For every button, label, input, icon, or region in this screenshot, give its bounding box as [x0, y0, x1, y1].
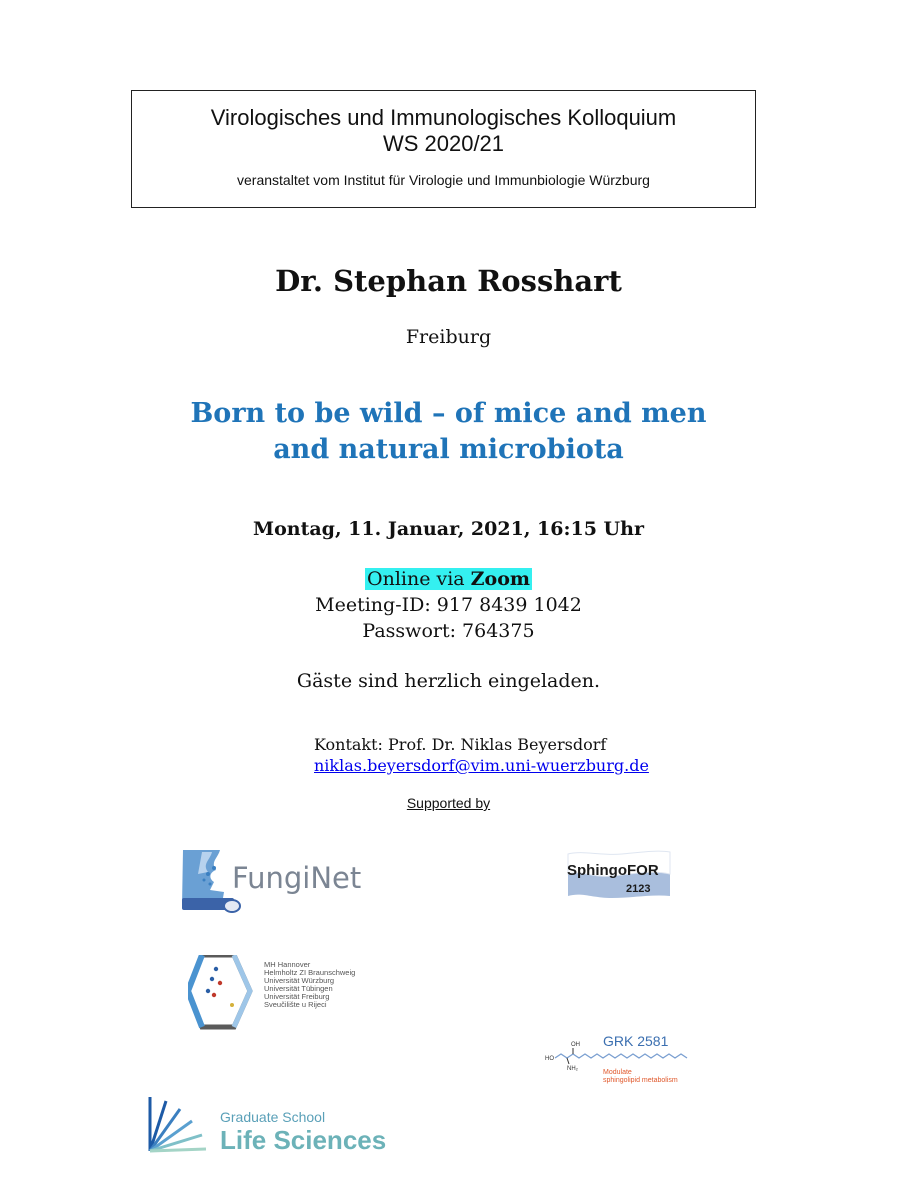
sphingofor-logo — [562, 848, 678, 902]
consortium-line-3: Universität Würzburg — [264, 976, 335, 985]
guests-invited: Gäste sind herzlich eingeladen. — [296, 670, 601, 692]
grk-title: GRK 2581 — [603, 1033, 669, 1049]
funginet-logo — [180, 848, 370, 914]
contact-label: Kontakt: Prof. Dr. Niklas Beyersdorf — [314, 735, 607, 754]
contact-block — [314, 734, 649, 776]
speaker-name: Dr. Stephan Rosshart — [275, 264, 622, 298]
colloquium-title: Virologisches und Immunologisches Kolloquium — [210, 105, 677, 130]
speaker-city: Freiburg — [405, 326, 492, 348]
consortium-line-2: Helmholtz ZI Braunschweig — [264, 968, 356, 977]
online-highlight — [365, 568, 532, 590]
grk-subtitle-1: Modulate — [603, 1069, 632, 1076]
gsls-line2: Life Sciences — [220, 1125, 387, 1155]
sphingofor-number: 2123 — [626, 883, 651, 895]
semester: WS 2020/21 — [382, 131, 505, 156]
funginet-emblem-icon — [180, 848, 370, 914]
online-prefix: Online via — [367, 568, 471, 590]
graduate-school-logo — [148, 1095, 388, 1155]
talk-title — [0, 396, 897, 468]
hexagon-icon — [188, 955, 378, 1030]
supported-by-label: Supported by — [406, 795, 491, 811]
consortium-logo — [188, 955, 378, 1030]
grk-ho-label: HO — [545, 1056, 554, 1062]
meeting-id: Meeting-ID: 917 8439 1042 — [315, 594, 582, 616]
online-info — [0, 568, 897, 590]
grk-nh2-label: NH₂ — [567, 1066, 578, 1072]
online-platform: Zoom — [470, 568, 530, 590]
grk-subtitle-2: sphingolipid metabolism — [603, 1077, 678, 1084]
consortium-line-4: Universität Tübingen — [264, 984, 333, 993]
consortium-line-5: Universität Freiburg — [264, 992, 330, 1001]
consortium-line-1: MH Hannover — [264, 960, 311, 969]
event-datetime: Montag, 11. Januar, 2021, 16:15 Uhr — [253, 518, 644, 540]
grk-oh-label: OH — [571, 1042, 580, 1048]
meeting-password: Passwort: 764375 — [362, 620, 535, 642]
gsls-rays-icon — [148, 1095, 388, 1155]
organizer-line: veranstaltet vom Institut für Virologie und Immunbiologie Würzburg — [237, 172, 650, 188]
talk-title-line2: and natural microbiota — [273, 434, 624, 465]
sphingofor-name: SphingoFOR — [567, 862, 659, 879]
talk-title-line1: Born to be wild – of mice and men — [190, 398, 707, 429]
consortium-line-6: Sveučilište u Rijeci — [264, 1000, 327, 1009]
gsls-line1: Graduate School — [220, 1109, 326, 1125]
contact-email-link[interactable]: niklas.beyersdorf@vim.uni-wuerzburg.de — [314, 756, 649, 775]
funginet-wordmark: FungiNet — [232, 861, 362, 895]
grk-2581-logo — [543, 1030, 693, 1088]
colloquium-header-box — [131, 90, 756, 208]
sphingofor-badge-icon — [562, 848, 678, 902]
sphingolipid-structure-icon — [543, 1030, 693, 1088]
